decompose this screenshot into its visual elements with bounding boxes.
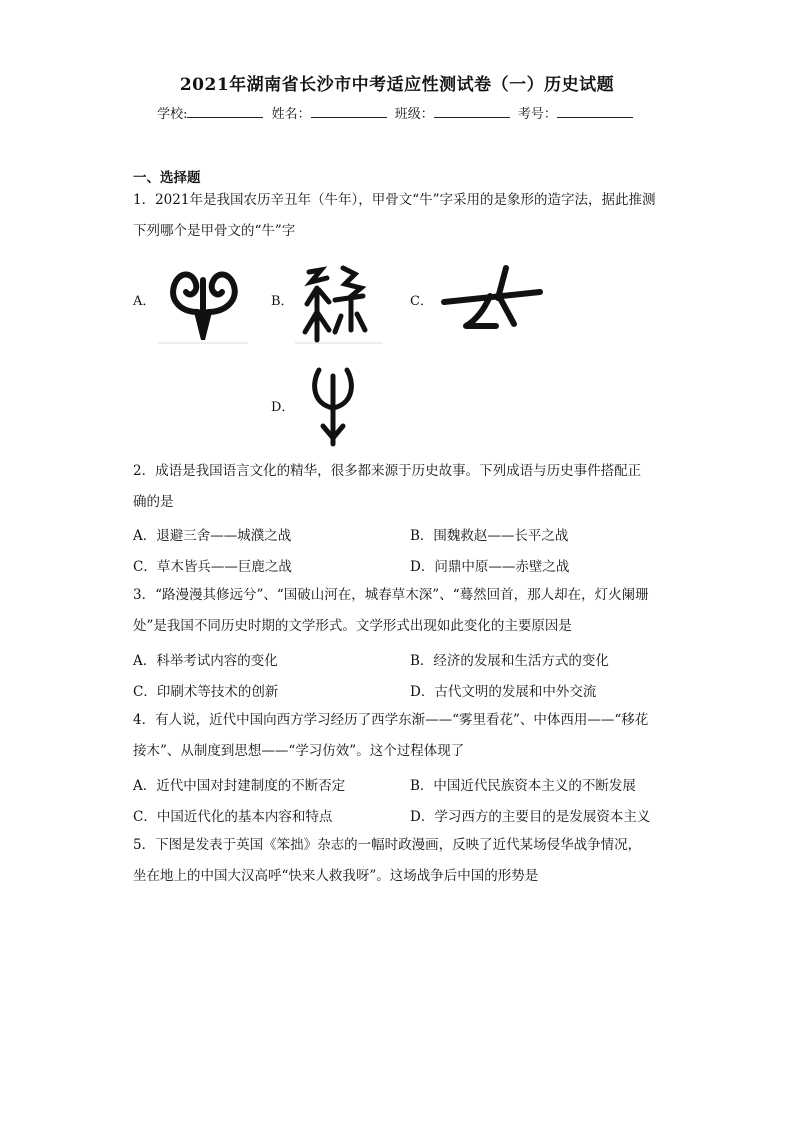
q5-stem-line2: 坐在地上的中国大汉高呼“快来人救我呀”。这场战争后中国的形势是 — [133, 868, 539, 884]
q4-stem-line2: 接木”、从制度到思想——“学习仿效”。这个过程体现了 — [133, 743, 465, 759]
q1-option-c-label: C． — [410, 294, 433, 309]
q3-option-b[interactable]: B．经济的发展和生活方式的变化 — [410, 653, 609, 669]
exam-title: 2021年湖南省长沙市中考适应性测试卷（一）历史试题 — [179, 75, 615, 95]
q3-option-d[interactable]: D．古代文明的发展和中外交流 — [410, 684, 597, 700]
name-label: 姓名： — [271, 107, 311, 122]
q5-stem-line1: 5．下图是发表于英国《笨拙》杂志的一幅时政漫画，反映了近代某场侵华战争情况， — [133, 837, 642, 853]
q3-stem-line1: 3．“路漫漫其修远兮”、“国破山河在，城春草木深”、“蓦然回首，那人却在，灯火阑珊 — [133, 587, 649, 603]
q4-option-b[interactable]: B．中国近代民族资本主义的不断发展 — [410, 778, 636, 794]
number-blank[interactable] — [557, 105, 633, 118]
school-blank[interactable] — [187, 105, 263, 118]
q3-option-a[interactable]: A．科举考试内容的变化 — [133, 653, 278, 669]
q2-option-a[interactable]: A．退避三舍——城濮之战 — [133, 528, 292, 544]
class-blank[interactable] — [434, 105, 510, 118]
q1-option-a-glyph-icon — [158, 260, 248, 344]
class-label: 班级： — [394, 107, 434, 122]
q1-option-b-glyph-icon — [295, 260, 383, 344]
q3-stem — [133, 580, 668, 642]
q4-option-a[interactable]: A．近代中国对封建制度的不断否定 — [133, 778, 346, 794]
q2-stem-line1: 2．成语是我国语言文化的精华，很多都来源于历史故事。下列成语与历史事件搭配正 — [133, 463, 642, 479]
school-label: 学校: — [157, 107, 188, 122]
q1-option-b-label: B． — [271, 294, 294, 309]
q1-option-a-label: A． — [133, 294, 156, 309]
q2-stem-line2: 确的是 — [133, 494, 174, 510]
q2-option-c[interactable]: C．草木皆兵——巨鹿之战 — [133, 559, 292, 575]
number-label: 考号： — [517, 107, 557, 122]
q5-stem — [133, 830, 668, 892]
q1-stem — [133, 185, 668, 247]
q2-stem — [133, 456, 668, 518]
q4-option-d[interactable]: D．学习西方的主要目的是发展资本主义 — [410, 809, 651, 825]
q1-stem-line1: 1．2021年是我国农历辛丑年（牛年），甲骨文“牛”字采用的是象形的造字法，据此推测 — [133, 192, 656, 208]
q1-option-c-glyph-icon — [436, 262, 546, 340]
name-blank[interactable] — [311, 105, 387, 118]
q2-option-d[interactable]: D．问鼎中原——赤壁之战 — [410, 559, 570, 575]
q4-stem — [133, 705, 668, 767]
student-info-line — [0, 103, 794, 122]
q3-option-c[interactable]: C．印刷术等技术的创新 — [133, 684, 279, 700]
q3-stem-line2: 处”是我国不同历史时期的文学形式。文学形式出现如此变化的主要原因是 — [133, 618, 572, 634]
q4-option-c[interactable]: C．中国近代化的基本内容和特点 — [133, 809, 333, 825]
q1-stem-line2: 下列哪个是甲骨文的“牛”字 — [133, 223, 296, 239]
q1-option-d-label: D． — [271, 400, 295, 415]
section-title: 一、选择题 — [133, 170, 201, 186]
q2-option-b[interactable]: B．围魏救赵——长平之战 — [410, 528, 569, 544]
q4-stem-line1: 4．有人说，近代中国向西方学习经历了西学东渐——“雾里看花”、中体西用——“移花 — [133, 712, 649, 728]
q1-option-d-glyph-icon — [305, 364, 361, 448]
